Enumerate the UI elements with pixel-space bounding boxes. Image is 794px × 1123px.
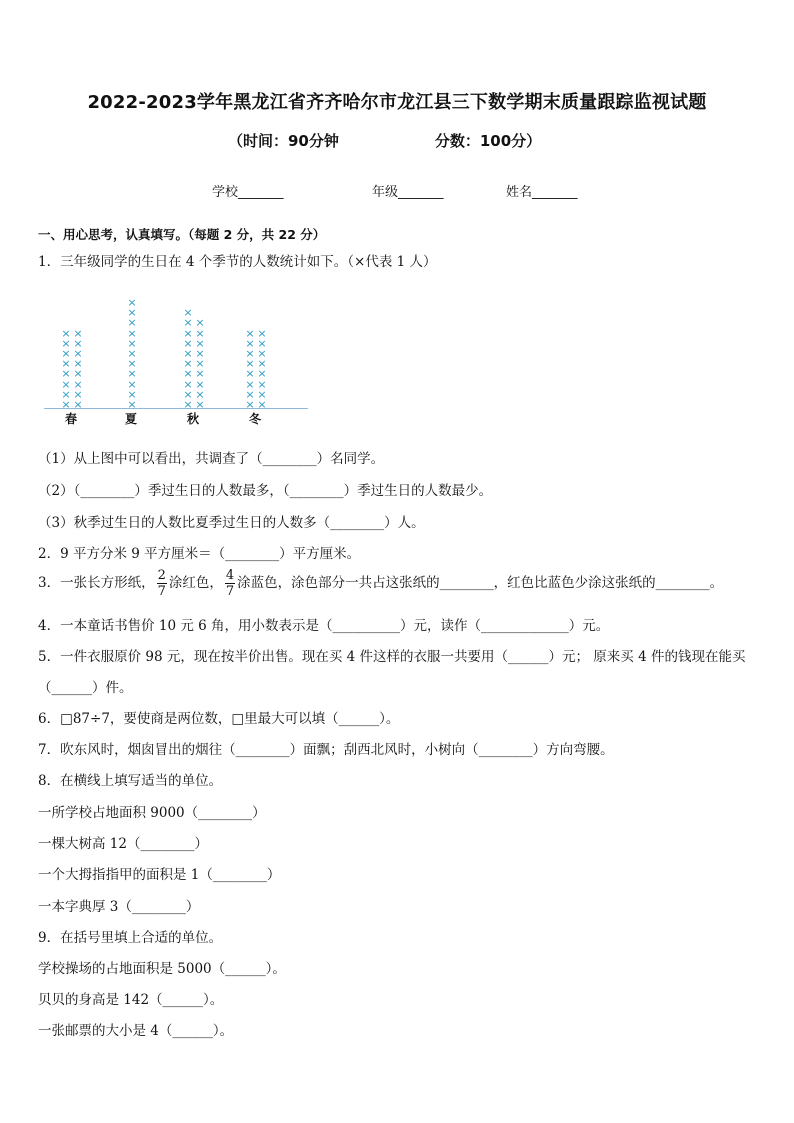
pictograph-mark: × bbox=[61, 357, 71, 371]
pictograph-mark: × bbox=[257, 336, 267, 350]
birthday-pictograph bbox=[44, 282, 310, 430]
pictograph-mark: × bbox=[73, 377, 83, 391]
q1-sub1: （1）从上图中可以看出，共调查了（________）名同学。 bbox=[38, 451, 385, 467]
q1-sub3: （3）秋季过生日的人数比夏季过生日的人数多（________）人。 bbox=[38, 515, 425, 531]
pictograph-mark: × bbox=[183, 347, 193, 360]
school-field[interactable]: 学校_______ bbox=[212, 185, 284, 200]
score-label: 分数：100分） bbox=[434, 132, 542, 150]
pictograph-mark: × bbox=[257, 387, 267, 401]
pictograph-mark: × bbox=[257, 367, 267, 381]
pictograph-mark: × bbox=[127, 296, 137, 309]
pictograph-mark: × bbox=[127, 357, 137, 371]
pictograph-mark: × bbox=[127, 306, 137, 320]
pictograph-mark: × bbox=[73, 326, 83, 340]
q9-a: 学校操场的占地面积是 5000（______）。 bbox=[38, 961, 286, 977]
q1-sub2: （2）（________）季过生日的人数最多，（________）季过生日的人数最少。 bbox=[38, 483, 493, 499]
q9-c: 一张邮票的大小是 4（______）。 bbox=[38, 1023, 234, 1039]
category-label: 春 bbox=[65, 412, 78, 426]
category-label: 夏 bbox=[125, 412, 138, 426]
fraction-red-numerator: 2 bbox=[157, 568, 166, 583]
q8-c: 一个大拇指指甲的面积是 1（________） bbox=[38, 867, 281, 883]
pictograph-mark: × bbox=[195, 316, 205, 330]
section-heading: 一、用心思考，认真填写。（每题 2 分，共 22 分） bbox=[38, 227, 326, 242]
q9-stem: 9．在括号里填上合适的单位。 bbox=[38, 930, 223, 946]
pictograph-mark: × bbox=[61, 367, 71, 381]
grade-field[interactable]: 年级_______ bbox=[372, 185, 444, 200]
q7: 7．吹东风时，烟囱冒出的烟往（________）面飘；刮西北风时，小树向（________）方向弯腰。 bbox=[38, 742, 614, 758]
pictograph-mark: × bbox=[61, 347, 71, 360]
category-label: 秋 bbox=[187, 412, 200, 426]
pictograph-mark: × bbox=[195, 347, 205, 360]
pictograph-mark: × bbox=[245, 336, 255, 350]
pictograph-mark: × bbox=[127, 336, 137, 350]
fraction-red bbox=[157, 568, 167, 599]
pictograph-mark: × bbox=[127, 398, 137, 411]
pictograph-mark: × bbox=[257, 326, 267, 340]
exam-info bbox=[228, 130, 541, 151]
pictograph-mark: × bbox=[127, 377, 137, 391]
q3-text-c: 涂蓝色，涂色部分一共占这张纸的________，红色比蓝色少涂这张纸的________。 bbox=[237, 575, 724, 591]
pictograph-mark: × bbox=[257, 377, 267, 391]
q3-text-b: 涂红色， bbox=[168, 575, 223, 591]
pictograph-mark: × bbox=[195, 367, 205, 381]
q8-stem: 8．在横线上填写适当的单位。 bbox=[38, 773, 223, 789]
pictograph-mark: × bbox=[245, 377, 255, 391]
pictograph-mark: × bbox=[195, 387, 205, 401]
pictograph-mark: × bbox=[127, 326, 137, 340]
q8-d: 一本字典厚 3（________） bbox=[38, 899, 200, 915]
q1-stem: 1．三年级同学的生日在 4 个季节的人数统计如下。（×代表 1 人） bbox=[38, 254, 437, 270]
pictograph-mark: × bbox=[183, 316, 193, 330]
q8-a: 一所学校占地面积 9000（________） bbox=[38, 805, 266, 821]
pictograph-mark: × bbox=[183, 336, 193, 350]
pictograph-mark: × bbox=[195, 326, 205, 340]
q9-b: 贝贝的身高是 142（______）。 bbox=[38, 992, 224, 1008]
q6: 6．□87÷7，要使商是两位数，□里最大可以填（______）。 bbox=[38, 711, 400, 727]
name-field[interactable]: 姓名_______ bbox=[506, 185, 578, 200]
pictograph-mark: × bbox=[73, 357, 83, 371]
pictograph-mark: × bbox=[127, 316, 137, 330]
pictograph-mark: × bbox=[73, 398, 83, 411]
pictograph-mark: × bbox=[195, 357, 205, 371]
pictograph-mark: × bbox=[245, 326, 255, 340]
pictograph-mark: × bbox=[195, 377, 205, 391]
pictograph-mark: × bbox=[245, 387, 255, 401]
pictograph-mark: × bbox=[245, 347, 255, 360]
pictograph-mark: × bbox=[61, 336, 71, 350]
pictograph-mark: × bbox=[127, 367, 137, 381]
fraction-red-denominator: 7 bbox=[157, 584, 166, 599]
q4: 4．一本童话书售价 10 元 6 角，用小数表示是（__________）元，读作（_____________）元。 bbox=[38, 618, 610, 634]
pictograph-mark: × bbox=[257, 347, 267, 360]
pictograph-mark: × bbox=[183, 387, 193, 401]
pictograph-mark: × bbox=[127, 387, 137, 401]
pictograph-mark: × bbox=[183, 306, 193, 320]
pictograph-mark: × bbox=[245, 367, 255, 381]
pictograph-mark: × bbox=[245, 398, 255, 411]
pictograph-mark: × bbox=[127, 347, 137, 360]
pictograph-mark: × bbox=[73, 367, 83, 381]
pictograph-mark: × bbox=[195, 398, 205, 411]
pictograph-mark: × bbox=[257, 357, 267, 371]
pictograph-mark: × bbox=[183, 326, 193, 340]
pictograph-mark: × bbox=[61, 326, 71, 340]
q5-line2: （______）件。 bbox=[38, 680, 133, 696]
pictograph-mark: × bbox=[195, 336, 205, 350]
pictograph-mark: × bbox=[73, 336, 83, 350]
time-label: （时间：90分钟 bbox=[228, 132, 339, 150]
fraction-blue-numerator: 4 bbox=[225, 568, 235, 583]
q3 bbox=[38, 568, 723, 599]
pictograph-mark: × bbox=[183, 398, 193, 411]
pictograph-mark: × bbox=[257, 398, 267, 411]
pictograph-mark: × bbox=[183, 367, 193, 381]
pictograph-mark: × bbox=[245, 357, 255, 371]
pictograph-mark: × bbox=[183, 377, 193, 391]
pictograph-mark: × bbox=[73, 387, 83, 401]
pictograph-mark: × bbox=[61, 398, 71, 411]
q3-text-a: 3．一张长方形纸， bbox=[38, 575, 155, 591]
pictograph-mark: × bbox=[61, 387, 71, 401]
category-label: 冬 bbox=[249, 412, 262, 426]
pictograph-mark: × bbox=[73, 347, 83, 360]
fraction-blue bbox=[225, 568, 235, 599]
q2: 2．9 平方分米 9 平方厘米＝（________）平方厘米。 bbox=[38, 546, 361, 562]
q8-b: 一棵大树高 12（________） bbox=[38, 836, 208, 852]
chart-baseline bbox=[44, 408, 308, 409]
fraction-blue-denominator: 7 bbox=[225, 584, 235, 599]
page-title: 2022-2023学年黑龙江省齐齐哈尔市龙江县三下数学期末质量跟踪监视试题 bbox=[87, 92, 707, 113]
pictograph-mark: × bbox=[61, 377, 71, 391]
pictograph-mark: × bbox=[183, 357, 193, 371]
q5-line1: 5．一件衣服原价 98 元，现在按半价出售。现在买 4 件这样的衣服一共要用（______）元； 原来买 4 件的钱现在能买 bbox=[38, 649, 746, 665]
